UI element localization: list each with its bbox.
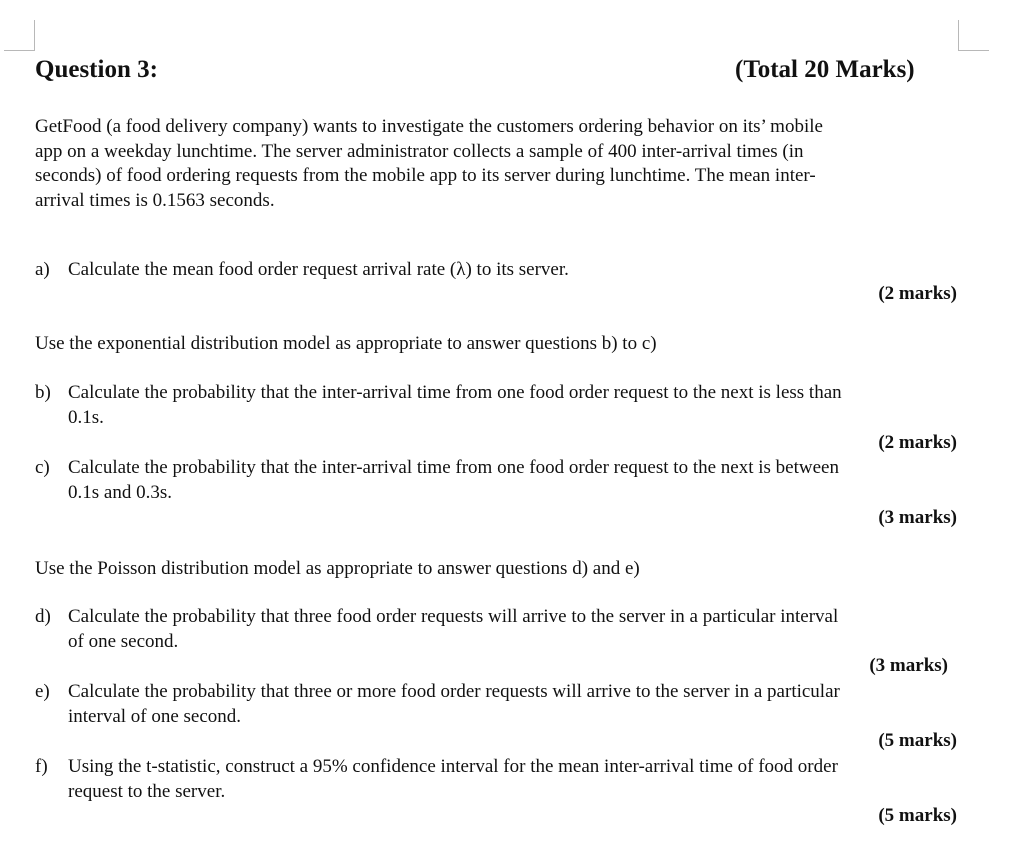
item-d-label: d): [35, 606, 51, 627]
item-c-label: c): [35, 457, 50, 478]
item-b-text-line-1: Calculate the probability that the inter-arrival time from one food order request to the next is less than: [68, 382, 842, 403]
item-c-text-line-1: Calculate the probability that the inter-arrival time from one food order request to the next is between: [68, 457, 839, 478]
question-total-marks: (Total 20 Marks): [735, 56, 915, 83]
item-f-marks: (5 marks): [878, 805, 957, 826]
item-d-text-line-1: Calculate the probability that three food order requests will arrive to the server in a particular interval: [68, 606, 839, 627]
item-a-marks: (2 marks): [878, 283, 957, 304]
item-b-marks: (2 marks): [878, 432, 957, 453]
item-b-text-line-2: 0.1s.: [68, 406, 104, 428]
item-c-text-line-2: 0.1s and 0.3s.: [68, 481, 172, 503]
intro-line-2: app on a weekday lunchtime. The server administrator collects a sample of 400 inter-arrival times (in: [35, 140, 804, 162]
item-d-text-line-2: of one second.: [68, 630, 179, 652]
instruction-exponential: Use the exponential distribution model as appropriate to answer questions b) to c): [35, 333, 657, 354]
item-c-marks: (3 marks): [878, 507, 957, 528]
item-a-text: Calculate the mean food order request arrival rate (λ) to its server.: [68, 259, 569, 280]
item-e-label: e): [35, 681, 50, 702]
intro-line-1: GetFood (a food delivery company) wants to investigate the customers ordering behavior on its’ mobile: [35, 116, 823, 137]
item-e-text-line-1: Calculate the probability that three or more food order requests will arrive to the server in a particular: [68, 681, 840, 702]
item-a-label: a): [35, 259, 50, 280]
intro-line-3: seconds) of food ordering requests from the mobile app to its server during lunchtime. The mean inter-: [35, 165, 816, 186]
page-corner-mark-left: [4, 20, 35, 51]
item-f-text-line-1: Using the t-statistic, construct a 95% confidence interval for the mean inter-arrival time of food order: [68, 756, 838, 777]
item-b-label: b): [35, 382, 51, 403]
item-f-text-line-2: request to the server.: [68, 780, 226, 802]
item-f-label: f): [35, 756, 48, 777]
question-title: Question 3:: [35, 56, 158, 83]
item-e-text-line-2: interval of one second.: [68, 705, 242, 727]
instruction-poisson: Use the Poisson distribution model as appropriate to answer questions d) and e): [35, 558, 640, 579]
page-corner-mark-right: [958, 20, 989, 51]
item-e-marks: (5 marks): [878, 730, 957, 751]
item-d-marks: (3 marks): [869, 655, 948, 676]
intro-line-4: arrival times is 0.1563 seconds.: [35, 189, 275, 211]
